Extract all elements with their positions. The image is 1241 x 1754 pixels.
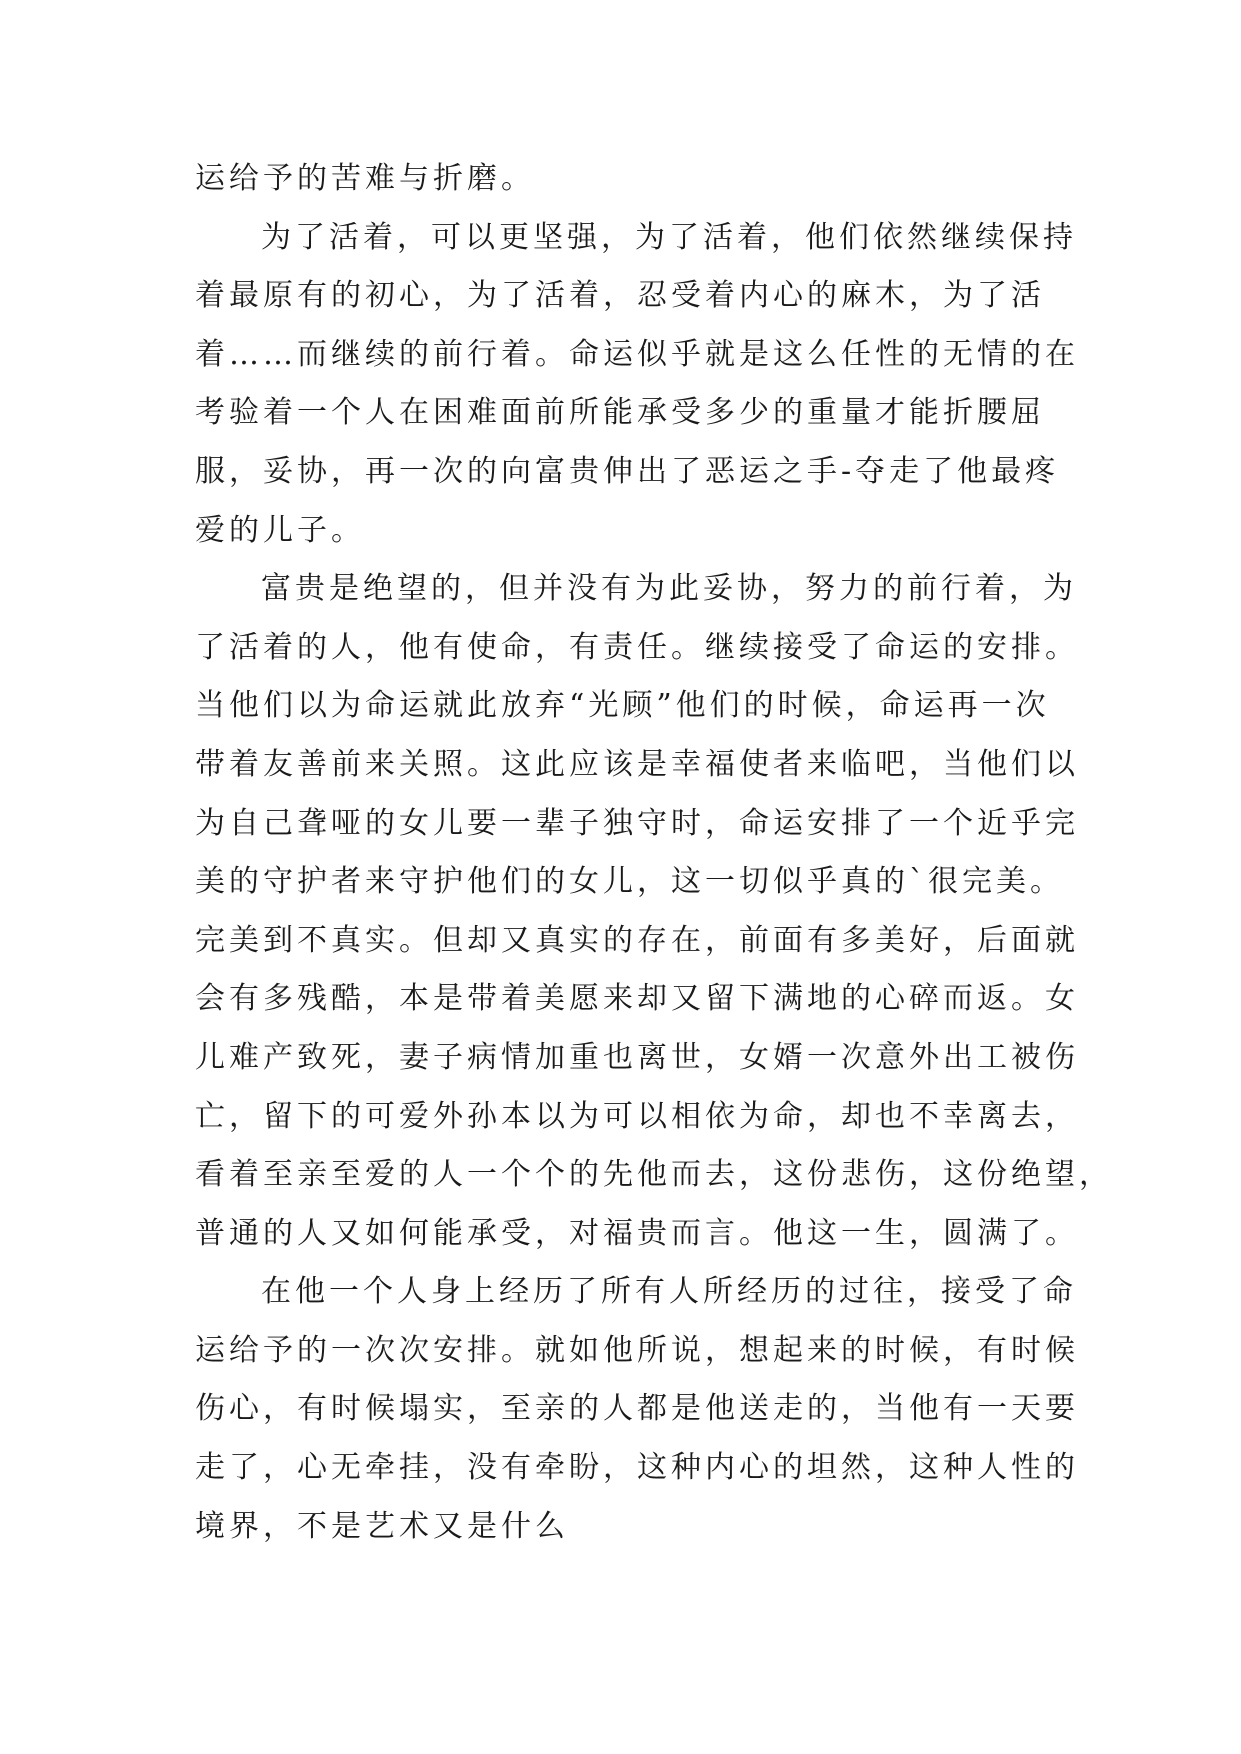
body-text <box>195 150 1113 1556</box>
text-line: 美的守护者来守护他们的女儿，这一切似乎真的`很完美。 <box>195 864 1064 900</box>
text-line: 会有多残酷，本是带着美愿来却又留下满地的心碎而返。女 <box>195 981 1079 1017</box>
text-line: 着最原有的初心，为了活着，忍受着内心的麻木，为了活 <box>195 278 1045 314</box>
text-line: 完美到不真实。但却又真实的存在，前面有多美好，后面就 <box>195 922 1079 958</box>
text-line: 看着至亲至爱的人一个个的先他而去，这份悲伤，这份绝望， <box>195 1157 1113 1193</box>
text-line: 考验着一个人在困难面前所能承受多少的重量才能折腰屈 <box>195 395 1045 431</box>
text-line: 境界，不是艺术又是什么 <box>195 1508 569 1544</box>
text-line: 当他们以为命运就此放弃“光顾”他们的时候，命运再一次 <box>195 688 1050 724</box>
text-line: 着……而继续的前行着。命运似乎就是这么任性的无情的在 <box>195 336 1079 372</box>
text-line: 带着友善前来关照。这此应该是幸福使者来临吧，当他们以 <box>195 746 1079 782</box>
text-line: 为自己聋哑的女儿要一辈子独守时，命运安排了一个近乎完 <box>195 805 1079 841</box>
paragraph-2 <box>195 209 1079 561</box>
text-line: 儿难产致死，妻子病情加重也离世，女婿一次意外出工被伤 <box>195 1039 1079 1075</box>
text-line: 运给予的苦难与折磨。 <box>195 161 535 196</box>
text-line: 服，妥协，再一次的向富贵伸出了恶运之手-夺走了他最疼 <box>195 453 1060 489</box>
text-line: 伤心，有时候塌实，至亲的人都是他送走的，当他有一天要 <box>195 1391 1079 1427</box>
paragraph-3 <box>195 560 1113 1263</box>
text-line: 富贵是绝望的，但并没有为此妥协，努力的前行着，为 <box>261 571 1077 607</box>
text-line: 为了活着，可以更坚强，为了活着，他们依然继续保持 <box>261 219 1077 255</box>
paragraph-1 <box>195 150 1075 209</box>
text-line: 在他一个人身上经历了所有人所经历的过往，接受了命 <box>261 1274 1077 1310</box>
paragraph-4 <box>195 1263 1079 1556</box>
text-line: 运给予的一次次安排。就如他所说，想起来的时候，有时候 <box>195 1332 1079 1368</box>
text-line: 走了，心无牵挂，没有牵盼，这种内心的坦然，这种人性的 <box>195 1450 1079 1486</box>
text-line: 了活着的人，他有使命，有责任。继续接受了命运的安排。 <box>195 629 1079 665</box>
text-line: 亡，留下的可爱外孙本以为可以相依为命，却也不幸离去， <box>195 1098 1079 1134</box>
text-line: 普通的人又如何能承受，对福贵而言。他这一生，圆满了。 <box>195 1215 1079 1251</box>
text-line: 爱的儿子。 <box>195 512 365 548</box>
